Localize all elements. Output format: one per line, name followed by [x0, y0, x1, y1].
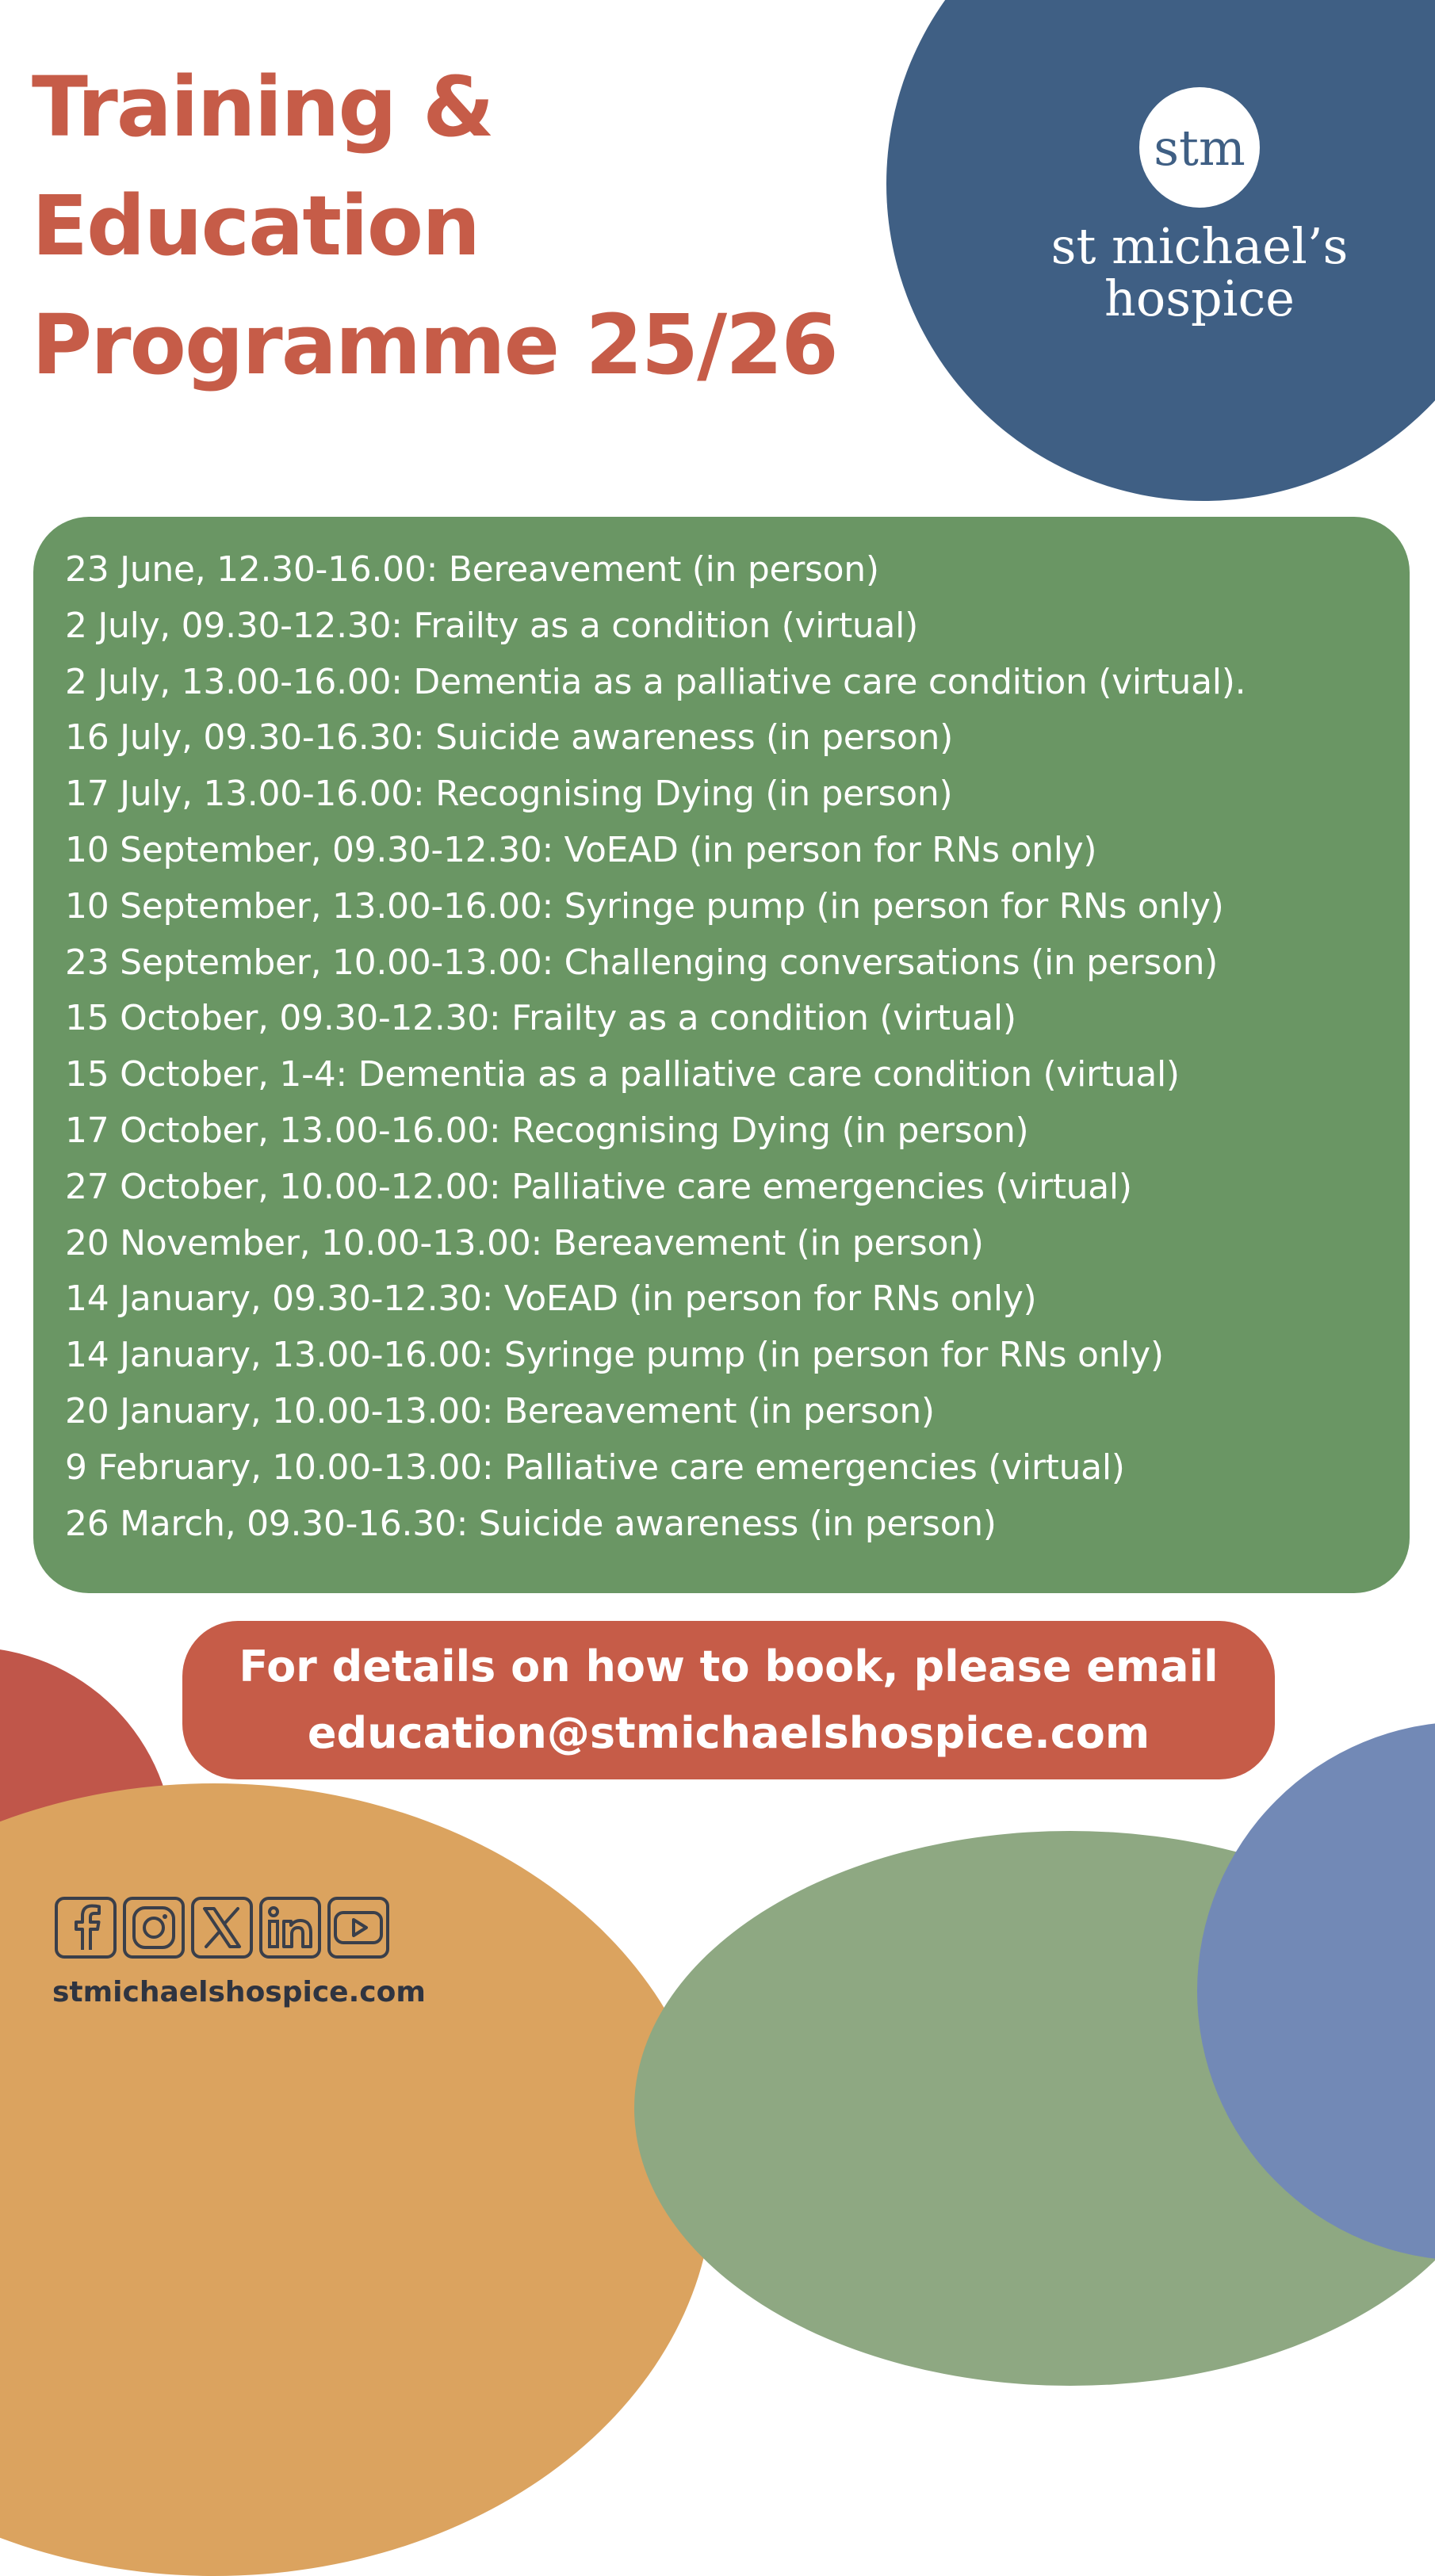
- booking-banner: [182, 1621, 1275, 1779]
- logo-monogram: stm: [1139, 87, 1260, 208]
- logo-name-line-2: hospice: [1104, 269, 1295, 327]
- schedule-item: 26 March, 09.30-16.30: Suicide awareness (in person): [65, 1503, 997, 1544]
- title-line-2: Education: [32, 178, 480, 274]
- title-line-1: Training &: [32, 59, 493, 155]
- schedule-item: 20 January, 10.00-13.00: Bereavement (in person): [65, 1390, 935, 1431]
- schedule-panel: [33, 517, 1410, 1593]
- schedule-item: 23 September, 10.00-13.00: Challenging conversations (in person): [65, 942, 1219, 983]
- schedule-item: 15 October, 1-4: Dementia as a palliative care condition (virtual): [65, 1054, 1180, 1095]
- schedule-item: 2 July, 09.30-12.30: Frailty as a condition (virtual): [65, 605, 918, 646]
- title-line-3: Programme 25/26: [32, 296, 837, 393]
- schedule-item: 9 February, 10.00-13.00: Palliative care emergencies (virtual): [65, 1447, 1125, 1488]
- facebook-icon[interactable]: [54, 1896, 117, 1959]
- x-icon[interactable]: [190, 1896, 254, 1959]
- schedule-item: 23 June, 12.30-16.00: Bereavement (in person): [65, 549, 879, 590]
- schedule-list: [65, 542, 1394, 1552]
- schedule-item: 17 July, 13.00-16.00: Recognising Dying (in person): [65, 774, 953, 815]
- schedule-item: 20 November, 10.00-13.00: Bereavement (in person): [65, 1222, 984, 1263]
- hospice-logo: [1031, 87, 1395, 341]
- schedule-item: 10 September, 09.30-12.30: VoEAD (in person for RNs only): [65, 829, 1097, 870]
- booking-email-link[interactable]: education@stmichaelshospice.com: [307, 1708, 1150, 1758]
- instagram-icon[interactable]: [122, 1896, 186, 1959]
- linkedin-icon[interactable]: [258, 1896, 322, 1959]
- schedule-item: 17 October, 13.00-16.00: Recognising Dying (in person): [65, 1110, 1029, 1151]
- logo-name-line-1: st michael’s: [1050, 217, 1349, 275]
- schedule-item: 27 October, 10.00-12.00: Palliative care emergencies (virtual): [65, 1166, 1132, 1207]
- website-link[interactable]: stmichaelshospice.com: [52, 1976, 426, 2008]
- social-icons: [54, 1896, 390, 1959]
- schedule-item: 10 September, 13.00-16.00: Syringe pump (in person for RNs only): [65, 885, 1224, 927]
- schedule-item: 2 July, 13.00-16.00: Dementia as a palliative care condition (virtual).: [65, 661, 1246, 702]
- schedule-item: 15 October, 09.30-12.30: Frailty as a condition (virtual): [65, 998, 1016, 1039]
- schedule-item: 14 January, 09.30-12.30: VoEAD (in person for RNs only): [65, 1278, 1037, 1320]
- page-title: [32, 48, 837, 404]
- youtube-icon[interactable]: [327, 1896, 390, 1959]
- schedule-item: 16 July, 09.30-16.30: Suicide awareness (in person): [65, 717, 953, 759]
- booking-text: For details on how to book, please email: [239, 1642, 1219, 1691]
- logo-wordmark: [1031, 217, 1368, 327]
- schedule-item: 14 January, 13.00-16.00: Syringe pump (in person for RNs only): [65, 1335, 1164, 1376]
